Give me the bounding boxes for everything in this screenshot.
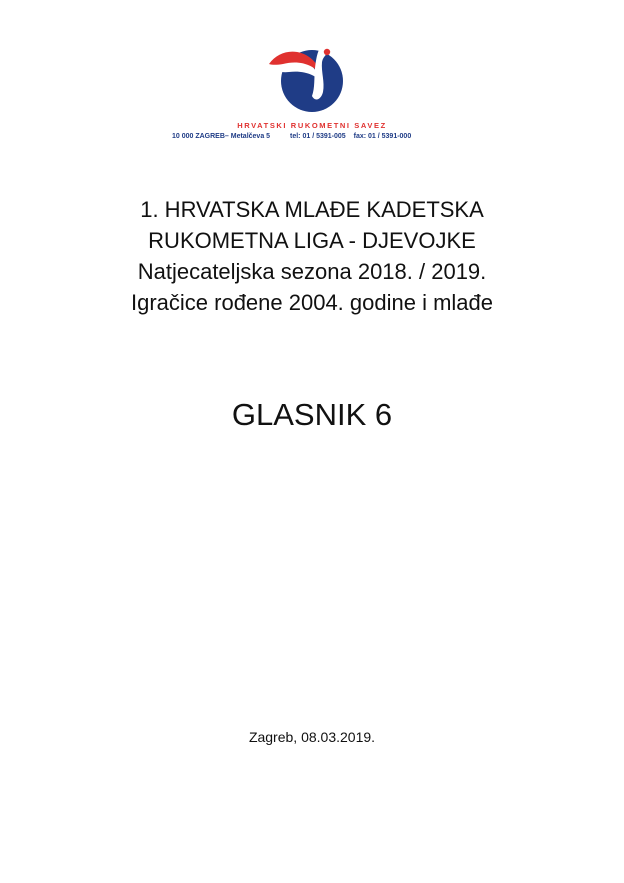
place-and-date: Zagreb, 08.03.2019. — [248, 729, 376, 745]
organization-name: HRVATSKI RUKOMETNI SAVEZ — [237, 121, 387, 130]
handball-federation-logo-icon — [265, 38, 357, 118]
address-fax: fax: 01 / 5391-000 — [353, 133, 412, 140]
title-line-3: Natjecateljska sezona 2018. / 2019. — [137, 259, 487, 284]
bulletin-title: GLASNIK 6 — [231, 397, 393, 432]
organization-address — [172, 133, 411, 140]
address-telephone: tel: 01 / 5391-005 — [290, 133, 346, 140]
title-line-1: 1. HRVATSKA MLAĐE KADETSKA — [140, 197, 484, 222]
title-line-4: Igračice rođene 2004. godine i mlađe — [130, 290, 494, 315]
title-line-2: RUKOMETNA LIGA - DJEVOJKE — [148, 228, 476, 253]
league-title — [0, 194, 624, 318]
address-street: 10 000 ZAGREB– Metalčeva 5 — [172, 133, 271, 140]
